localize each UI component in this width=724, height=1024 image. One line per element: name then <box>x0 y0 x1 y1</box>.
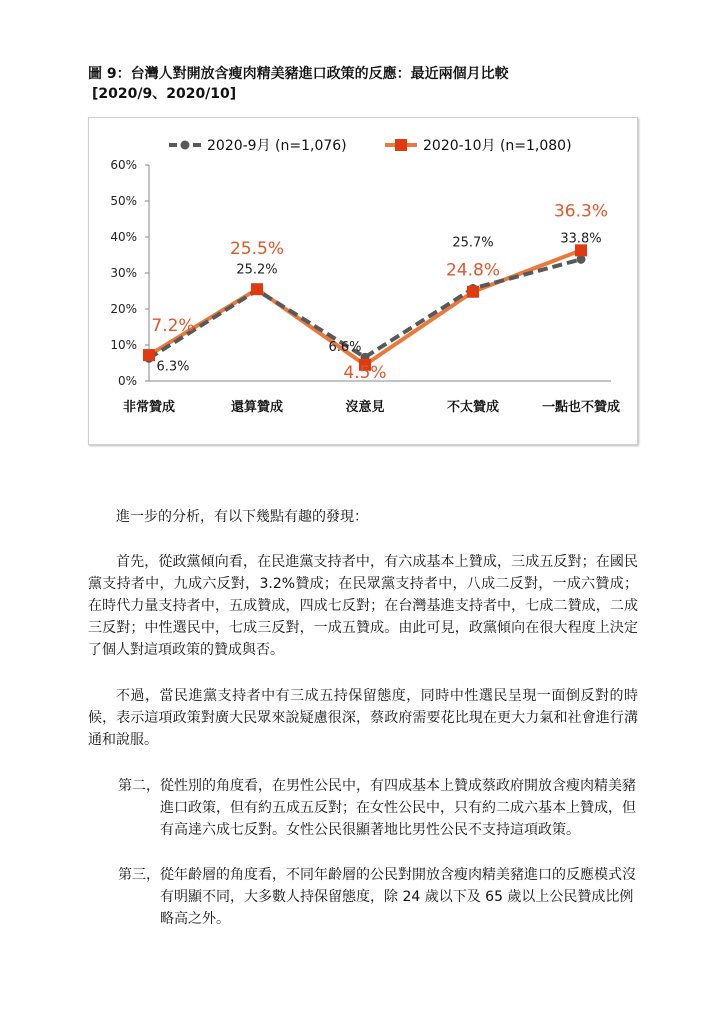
point-gender-text: 從性別的角度看，在男性公民中，有四成基本上贊成蔡政府開放含瘦肉精美豬進口政策，但有約五成五反對；在女性公民中，只有約二成六基本上贊成，但有高達六成七反對。女性公民很顯著地比男性公民不支持這項政策。 <box>160 778 636 838</box>
figure-title-main: 圖 9：台灣人對開放含瘦肉精美豬進口政策的反應：最近兩個月比較 <box>88 66 509 82</box>
y-tick-label: 60% <box>110 158 137 172</box>
legend-2020-10-marker <box>395 139 407 151</box>
point-gender-label: 第二， <box>118 778 160 794</box>
figure-subtitle: [2020/9、2020/10] <box>92 86 237 102</box>
series-2020-9-data-label: 25.2% <box>236 262 278 278</box>
y-tick-label: 50% <box>110 194 137 208</box>
paragraph-party <box>88 551 638 661</box>
x-category-label: 還算贊成 <box>230 400 284 415</box>
point-age <box>118 864 638 930</box>
y-tick-label: 20% <box>110 302 137 316</box>
intro-paragraph <box>88 506 638 528</box>
x-category-label: 沒意見 <box>345 400 385 415</box>
legend-2020-10-label: 2020-10月 (n=1,080) <box>423 138 572 154</box>
figure-title <box>88 64 509 104</box>
paragraph-caveat-text: 不過，當民進黨支持者中有三成五持保留態度，同時中性選民呈現一面倒反對的時候，表示這項政策對廣大民眾來說疑慮很深，蔡政府需要花比現在更大力氣和社會進行溝通和說服。 <box>88 688 638 748</box>
series-2020-10-data-label: 36.3% <box>553 201 609 222</box>
y-tick-label: 40% <box>110 230 137 244</box>
point-gender <box>118 775 638 841</box>
x-category-label: 一點也不贊成 <box>541 400 621 415</box>
legend-2020-9-marker <box>181 141 190 150</box>
series-2020-10-marker <box>467 286 479 298</box>
series-2020-9-data-label: 6.6% <box>328 340 362 356</box>
series-2020-9-data-label: 25.7% <box>452 235 494 251</box>
series-2020-10-data-label: 7.2% <box>151 316 195 337</box>
series-2020-10-marker <box>251 283 263 295</box>
series-2020-10-data-label: 24.8% <box>445 260 501 281</box>
intro-text: 進一步的分析，有以下幾點有趣的發現： <box>116 509 368 525</box>
x-category-label: 不太贊成 <box>446 400 500 415</box>
paragraph-caveat <box>88 685 638 751</box>
y-tick-label: 30% <box>110 266 137 280</box>
series-2020-10-data-label: 4.5% <box>343 362 387 383</box>
series-2020-10-marker <box>143 349 155 361</box>
series-2020-9-data-label: 33.8% <box>560 231 602 247</box>
y-tick-label: 0% <box>117 374 137 388</box>
series-2020-10-line <box>149 250 581 364</box>
series-2020-9-data-label: 6.3% <box>156 359 190 375</box>
x-category-label: 非常贊成 <box>122 400 176 415</box>
series-2020-10-data-label: 25.5% <box>229 239 285 260</box>
point-age-text: 從年齡層的角度看，不同年齡層的公民對開放含瘦肉精美豬進口的反應模式沒有明顯不同，大多數人持保留態度，除 24 歲以下及 65 歲以上公民贊成比例略高之外。 <box>160 867 636 927</box>
legend-2020-9-label: 2020-9月 (n=1,076) <box>207 138 347 154</box>
point-age-label: 第三， <box>118 867 160 883</box>
y-tick-label: 10% <box>110 338 137 352</box>
paragraph-party-text: 首先，從政黨傾向看，在民進黨支持者中，有六成基本上贊成，三成五反對；在國民黨支持者中，九成六反對，3.2%贊成；在民眾黨支持者中，八成二反對，一成六贊成；在時代力量支持者中，五成贊成，四成七反對；在台灣基進支持者中，七成二贊成，二成三反對；中性選民中，七成三反對，一成五贊成。由此可見，政黨傾向在很大程度上決定了個人對這項政策的贊成與否。 <box>88 554 638 658</box>
line-chart-frame <box>88 117 638 445</box>
line-chart <box>89 118 637 444</box>
